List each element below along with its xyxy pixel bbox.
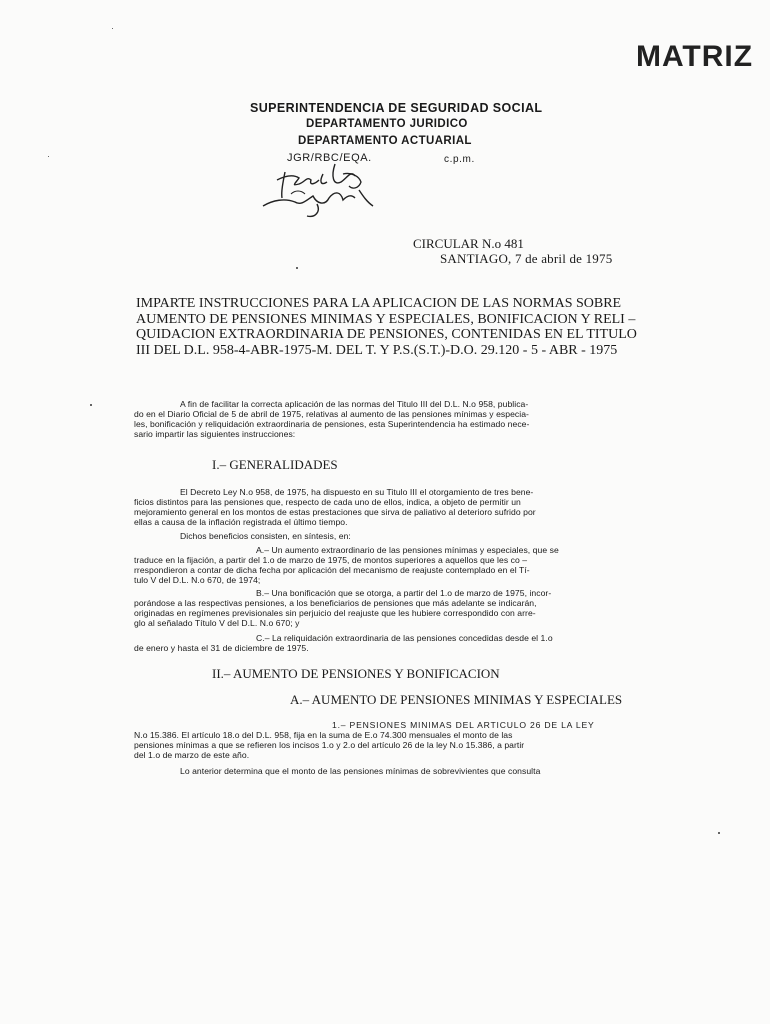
scan-speck: [48, 156, 49, 157]
matriz-stamp: MATRIZ: [636, 40, 754, 73]
text-line: pensiones mínimas a que se refieren los incisos 1.o y 2.o del artículo 26 de la ley N.o 15.386, a partir: [134, 740, 525, 750]
title-line: IMPARTE INSTRUCCIONES PARA LA APLICACION DE LAS NORMAS SOBRE: [136, 296, 622, 311]
text-line: do en el Diario Oficial de 5 de abril de 1975, relativas al aumento de las pensiones mínimas y especia-: [134, 409, 529, 419]
text-line: tulo V del D.L. N.o 670, de 1974;: [134, 575, 261, 585]
text-line: 1.– PENSIONES MINIMAS DEL ARTICULO 26 DE LA LEY: [332, 720, 595, 730]
text-line: porándose a las respectivas pensiones, a los beneficiarios de pensiones que más adelante se indicarán,: [134, 598, 537, 608]
scan-speck: [112, 28, 113, 29]
scan-speck: [718, 832, 720, 834]
text-line: B.– Una bonificación que se otorga, a partir del 1.o de marzo de 1975, incor-: [256, 588, 552, 598]
paragraph-item-a: [134, 545, 559, 585]
handwritten-signature: [255, 160, 395, 220]
section-heading-aumento: II.– AUMENTO DE PENSIONES Y BONIFICACION: [212, 666, 500, 681]
paragraph-pensiones-minimas: [134, 720, 595, 760]
section-heading-generalidades: I.– GENERALIDADES: [212, 457, 338, 472]
text-line: A fin de facilitar la correcta aplicación de las normas del Titulo III del D.L. N.o 958, publica-: [180, 399, 529, 409]
title-line: III DEL D.L. 958-4-ABR-1975-M. DEL T. Y P.S.(S.T.)-D.O. 29.120 - 5 - ABR - 1975: [136, 342, 618, 358]
text-line: ellas a causa de la inflación registrada el último tiempo.: [134, 517, 348, 527]
paragraph-decreto: [134, 487, 536, 527]
text-line: traduce en la fijación, a partir del 1.o de marzo de 1975, de montos superiores a aquellos que les co –: [134, 555, 528, 565]
header-initials: JGR/RBC/EQA.: [287, 152, 372, 164]
header-institution: SUPERINTENDENCIA DE SEGURIDAD SOCIAL: [250, 101, 543, 115]
text-line: mejoramiento general en los montos de estas prestaciones que sirva de paliativo al deterioro sufrido por: [134, 507, 536, 517]
text-line: rrespondieron a contar de dicha fecha por aplicación del mecanismo de reajuste contemplado en el Tí-: [134, 565, 530, 575]
header-dept-actuarial: DEPARTAMENTO ACTUARIAL: [298, 135, 472, 147]
paragraph-item-b: [134, 588, 551, 628]
text-line: N.o 15.386. El artículo 18.o del D.L. 958, fija en la suma de E.o 74.300 mensuales el monto de las: [134, 730, 513, 740]
scan-speck: [90, 404, 92, 406]
title-line: QUIDACION EXTRAORDINARIA DE PENSIONES, CONTENIDAS EN EL TITULO: [136, 327, 637, 342]
subsection-heading-pensiones-minimas: A.– AUMENTO DE PENSIONES MINIMAS Y ESPECIALES: [290, 692, 623, 707]
paragraph-sobrevivientes: Lo anterior determina que el monto de las pensiones mínimas de sobrevivientes que consulta: [180, 766, 541, 776]
text-line: del 1.o de marzo de este año.: [134, 750, 250, 760]
document-date: SANTIAGO, 7 de abril de 1975: [440, 251, 613, 266]
paragraph-beneficios: Dichos beneficios consisten, en síntesis, en:: [180, 531, 351, 541]
circular-number: CIRCULAR N.o 481: [413, 236, 524, 251]
text-line: glo al señalado Título V del D.L. N.o 670; y: [134, 618, 300, 628]
scan-speck: [296, 267, 298, 269]
text-line: les, bonificación y reliquidación extraordinaria de pensiones, esta Superintendencia ha estimado nece-: [134, 419, 530, 429]
paragraph-item-c: [134, 633, 553, 653]
text-line: originadas en regímenes previsionales sin perjuicio del reajuste que les hubiere correspondido con arre-: [134, 608, 536, 618]
text-line: El Decreto Ley N.o 958, de 1975, ha dispuesto en su Titulo III el otorgamiento de tres bene-: [180, 487, 534, 497]
text-line: de enero y hasta el 31 de diciembre de 1975.: [134, 643, 309, 653]
text-line: C.– La reliquidación extraordinaria de las pensiones concedidas desde el 1.o: [256, 633, 553, 643]
text-line: ficios distintos para las pensiones que, respecto de cada uno de ellos, indica, a objeto de permitir un: [134, 497, 521, 507]
text-line: sario impartir las siguientes instrucciones:: [134, 429, 296, 439]
header-dept-juridico: DEPARTAMENTO JURIDICO: [306, 118, 468, 130]
title-line: AUMENTO DE PENSIONES MINIMAS Y ESPECIALES, BONIFICACION Y RELI –: [136, 311, 636, 327]
text-line: A.– Un aumento extraordinario de las pensiones mínimas y especiales, que se: [256, 545, 559, 555]
document-title: [136, 296, 676, 358]
intro-paragraph: [134, 399, 529, 439]
header-cpm: c.p.m.: [444, 154, 475, 165]
